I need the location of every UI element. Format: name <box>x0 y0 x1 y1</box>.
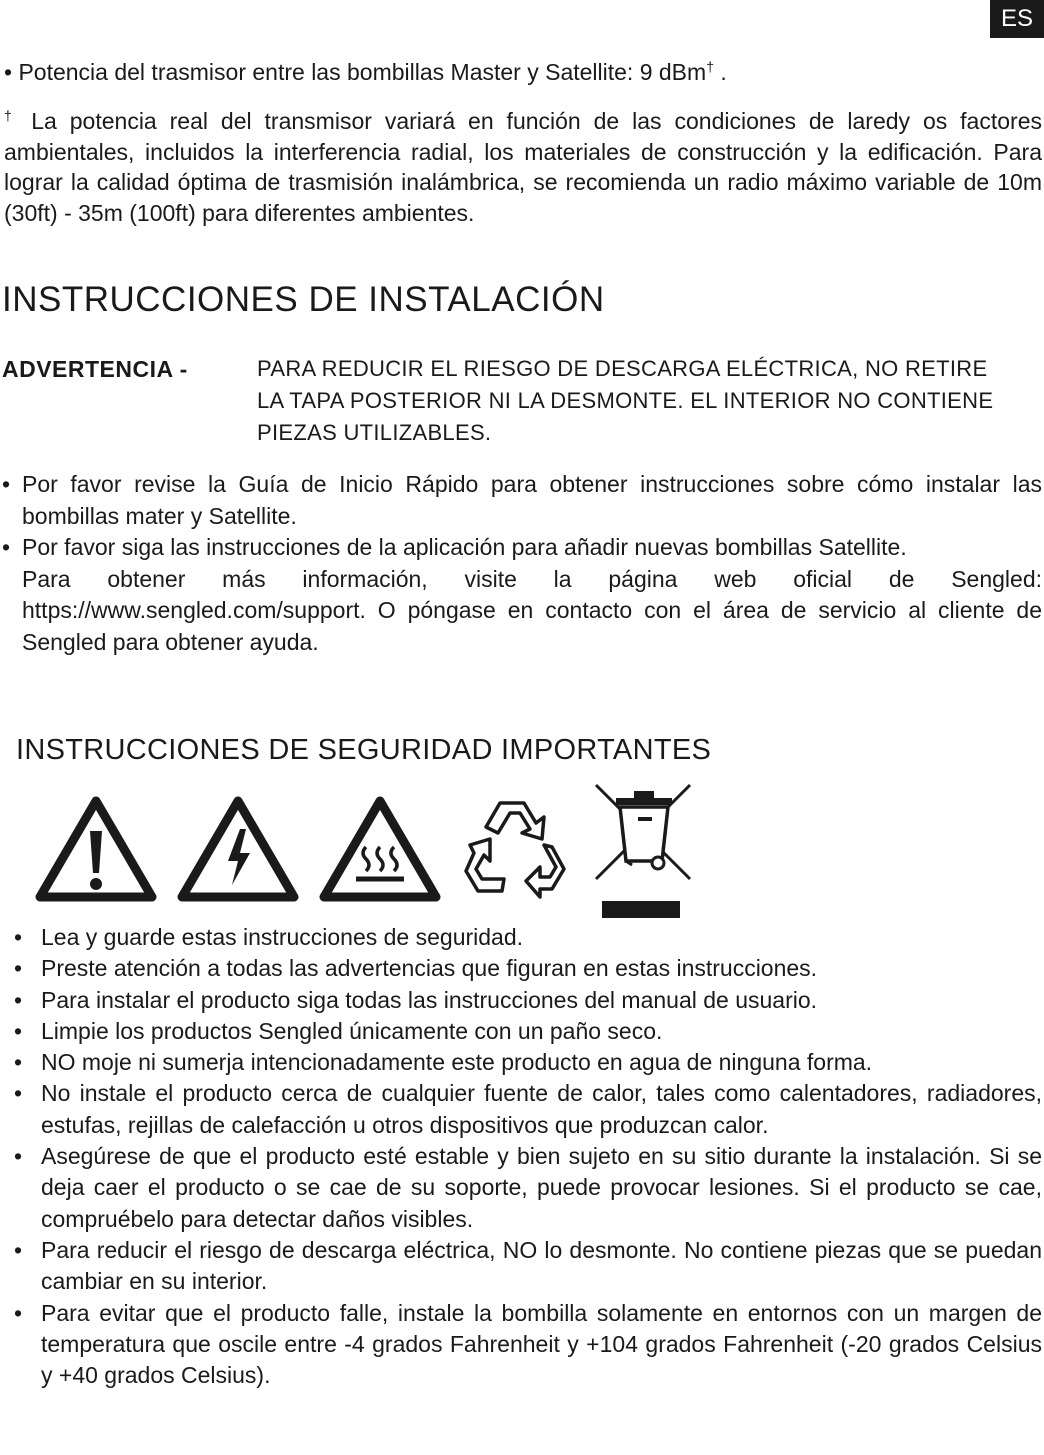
list-item-text: Preste atención a todas las advertencias que figuran en estas instrucciones. <box>41 955 818 982</box>
list-item <box>14 1235 1042 1298</box>
list-item-text: Limpie los productos Sengled únicamente con un paño seco. <box>41 1017 663 1044</box>
list-item <box>14 1298 1042 1392</box>
list-item <box>14 1016 1042 1047</box>
bullet-dot: • <box>14 986 23 1013</box>
bullet-dot: • <box>14 1143 23 1170</box>
installation-title: INSTRUCCIONES DE INSTALACIÓN <box>2 280 605 319</box>
list-item-text: Por favor siga las instrucciones de la aplicación para añadir nuevas bombillas Satellite. <box>22 534 907 560</box>
list-item <box>14 1078 1042 1141</box>
bullet-dot: • <box>2 471 11 497</box>
electric-shock-icon <box>176 795 300 903</box>
installation-bullets <box>2 469 1042 658</box>
list-item <box>14 1141 1042 1235</box>
dagger-mark: † <box>4 107 19 124</box>
bullet-dot: • <box>14 1017 23 1044</box>
list-item <box>14 922 1042 953</box>
warning-block <box>2 353 1014 449</box>
list-item <box>14 985 1042 1016</box>
warning-label: ADVERTENCIA - <box>2 356 188 382</box>
transmitter-power-spec <box>4 57 1042 88</box>
safety-icons-row <box>30 783 700 923</box>
more-info-text: Para obtener más información, visite la página web oficial de Sengled: https://www.sengled.com/support. O póngase en contacto con el área de servicio al cliente de Sengled para obtener ayuda. <box>22 565 1042 655</box>
list-item-text: No instale el producto cerca de cualquier fuente de calor, tales como calentadores, radiadores, estufas, rejillas de calefacción u otros dispositivos que produzcan calor. <box>41 1080 1042 1138</box>
footnote-text: La potencia real del transmisor variará en función de las condiciones de laredy os factores ambientales, incluidos la interferencia radial, los materiales de construcción y la edificación. Para lograr la calidad óptima de trasmisión inalámbrica, se recomienda un radio máximo variable de 10m (30ft) - 35m (100ft) para diferentes ambientes. <box>4 108 1042 226</box>
bullet-dot: • <box>2 534 11 560</box>
list-item <box>14 953 1042 984</box>
list-item-text: Para evitar que el producto falle, instale la bombilla solamente en entornos con un margen de temperatura que oscile entre -4 grados Fahrenheit y +104 grados Fahrenheit (-20 grados Celsius y +40 grados Celsius). <box>41 1299 1042 1389</box>
list-item-text: Para instalar el producto siga todas las instrucciones del manual de usuario. <box>41 986 818 1013</box>
list-item-text: Por favor revise la Guía de Inicio Rápido para obtener instrucciones sobre cómo instalar las bombillas mater y Satellite. <box>22 471 1042 529</box>
list-item <box>14 1047 1042 1078</box>
bullet-dot: • <box>14 1049 23 1076</box>
bullet-dot: • <box>4 59 13 85</box>
bullet-dot: • <box>14 955 23 982</box>
bullet-dot: • <box>14 924 23 950</box>
spec-text: Potencia del trasmisor entre las bombillas Master y Satellite: 9 dBm <box>18 59 707 85</box>
safety-bullets <box>14 922 1042 1391</box>
weee-bin-icon <box>592 783 694 919</box>
list-item-text: Lea y guarde estas instrucciones de seguridad. <box>41 924 524 950</box>
safety-title: INSTRUCCIONES DE SEGURIDAD IMPORTANTES <box>16 734 712 766</box>
warning-text: PARA REDUCIR EL RIESGO DE DESCARGA ELÉCTRICA, NO RETIRE LA TAPA POSTERIOR NI LA DESMONTE. EL INTERIOR NO CONTIENE PIEZAS UTILIZABLES. <box>257 356 994 445</box>
bullet-dot: • <box>14 1080 23 1107</box>
dagger-mark: † <box>706 58 714 75</box>
hot-surface-icon <box>318 795 442 903</box>
recycle-icon <box>460 793 572 905</box>
bullet-dot: • <box>14 1236 23 1263</box>
language-badge: ES <box>990 0 1044 38</box>
list-item <box>2 532 1042 564</box>
bullet-dot: • <box>14 1299 23 1326</box>
spec-end: . <box>713 59 727 85</box>
list-item-text: Asegúrese de que el producto esté estable y bien sujeto en su sitio durante la instalación. Si se deja caer el producto o se cae de su soporte, puede provocar lesiones. Si el producto se cae, compruébelo para detectar daños visibles. <box>41 1143 1042 1232</box>
list-item-text: NO moje ni sumerja intencionadamente este producto en agua de ninguna forma. <box>41 1049 873 1076</box>
transmitter-footnote <box>4 106 1042 228</box>
list-item-text: Para reducir el riesgo de descarga eléctrica, NO lo desmonte. No contiene piezas que se puedan cambiar en su interior. <box>41 1236 1042 1295</box>
warning-icon <box>34 795 158 903</box>
list-item <box>2 469 1042 532</box>
